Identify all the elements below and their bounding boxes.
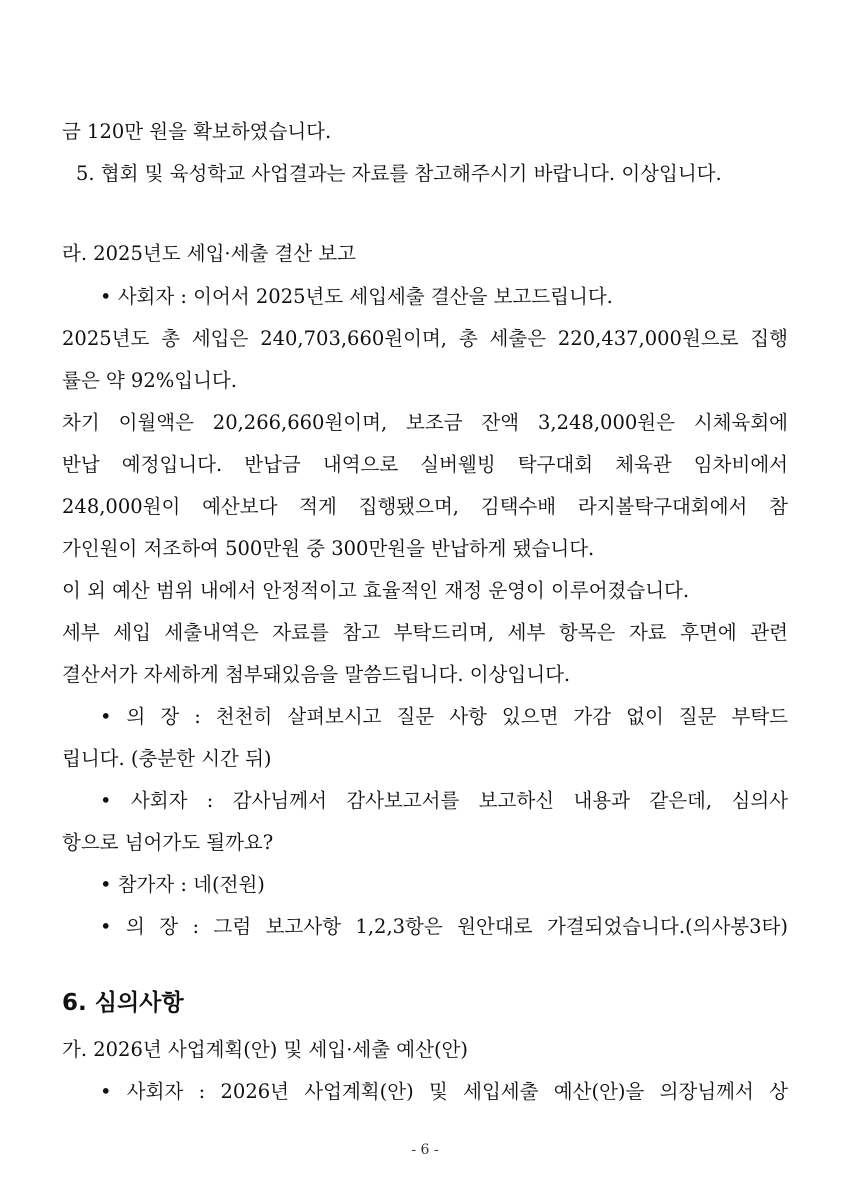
line-15: 립니다. (충분한 시간 뒤) [62,747,272,770]
line-5: 2025년도 총 세입은 240,703,660원이며, 총 세출은 220,437,000원으로 집행 [62,327,788,350]
line-4: • 사회자 : 이어서 2025년도 세입세출 결산을 보고드립니다. [100,285,613,308]
section-heading-6: 6. 심의사항 [62,990,184,1016]
page-number: - 6 - [411,1142,439,1158]
subsection-heading-ga: 가. 2026년 사업계획(안) 및 세입·세출 예산(안) [62,1038,469,1061]
line-6: 률은 약 92%입니다. [62,369,237,392]
line-13: 결산서가 자세하게 첨부돼있음을 말씀드립니다. 이상입니다. [62,663,571,686]
line-8: 반납 예정입니다. 반납금 내역으로 실버웰빙 탁구대회 체육관 임차비에서 [62,453,788,476]
line-18: • 참가자 : 네(전원) [100,873,265,896]
line-11: 이 외 예산 범위 내에서 안정적이고 효율적인 재정 운영이 이루어졌습니다. [62,579,690,602]
line-2: 5. 협회 및 육성학교 사업결과는 자료를 참고해주시기 바랍니다. 이상입니다. [76,162,722,185]
line-10: 가인원이 저조하여 500만원 중 300만원을 반납하게 됐습니다. [62,537,595,560]
line-7: 차기 이월액은 20,266,660원이며, 보조금 잔액 3,248,000원은 시체육회에 [62,411,788,434]
line-19: • 의 장 : 그럼 보고사항 1,2,3항은 원안대로 가결되었습니다.(의사봉3타) [100,915,788,938]
line-14: • 의 장 : 천천히 살펴보시고 질문 사항 있으면 가감 없이 질문 부탁드 [100,705,788,728]
line-12: 세부 세입 세출내역은 자료를 참고 부탁드리며, 세부 항목은 자료 후면에 관련 [62,621,788,644]
line-17: 항으로 넘어가도 될까요? [62,831,274,854]
line-9: 248,000원이 예산보다 적게 집행됐으며, 김택수배 라지볼탁구대회에서 참 [62,495,788,518]
section-heading-ra: 라. 2025년도 세입·세출 결산 보고 [62,242,357,265]
line-22: • 사회자 : 2026년 사업계획(안) 및 세입세출 예산(안)을 의장님께서 상 [100,1080,788,1103]
line-16: • 사회자 : 감사님께서 감사보고서를 보고하신 내용과 같은데, 심의사 [100,789,788,812]
line-1: 금 120만 원을 확보하였습니다. [62,120,332,143]
